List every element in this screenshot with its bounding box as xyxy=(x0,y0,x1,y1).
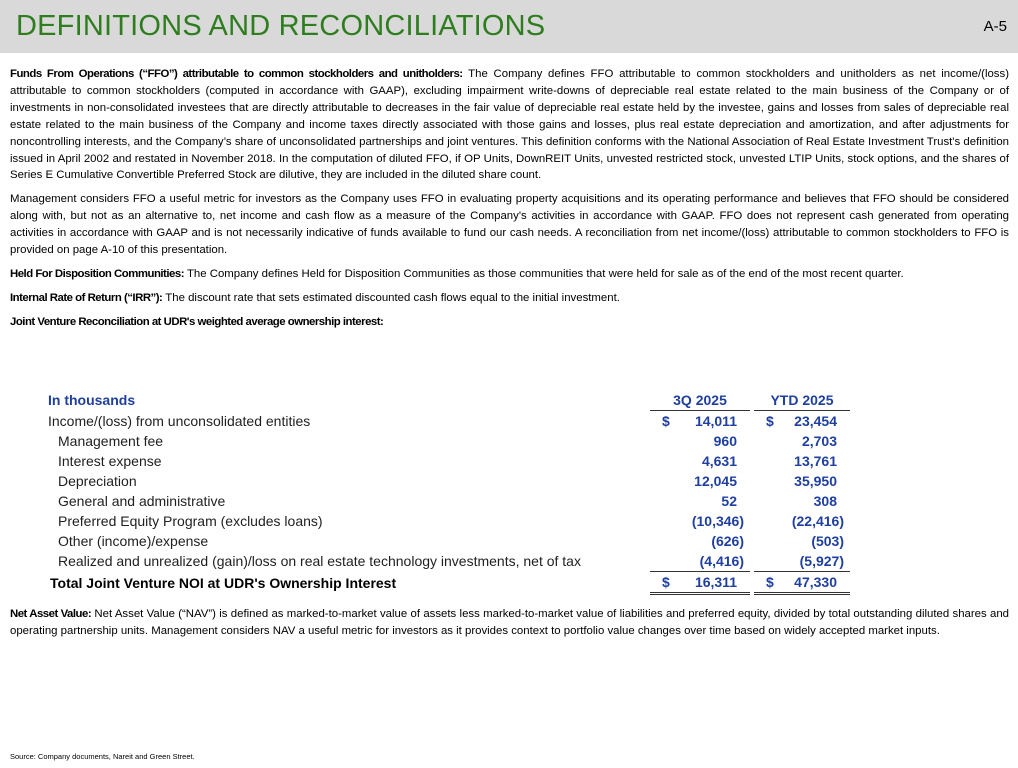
row-3q-value: (10,346) xyxy=(691,513,744,529)
row-3q-value: 960 xyxy=(713,433,737,449)
row-ytd-value: 2,703 xyxy=(801,433,837,449)
row-3q-value: 4,631 xyxy=(701,453,737,469)
table-total-row xyxy=(48,572,850,594)
total-ytd-value: 47,330 xyxy=(794,574,837,590)
nav-section xyxy=(10,606,1009,647)
row-label: Other (income)/expense xyxy=(58,533,209,549)
ffo-text: The Company defines FFO attributable to common stockholders and unitholders as net income/(loss) attributable to common stockholders (computed in accordance with GAAP), excluding impairment write-downs of depreciable real estate related to the main business of the Company or of investments in non-consolidated investees that are directly attributable to decreases in the fair value of depreciable real estate held by the investee, gains and losses from sales of depreciable real estate related to the main business of the Company and income taxes directly associated with those gains and losses, plus real estate depreciation and amortization, and after adjustments for noncontrolling interests, and the Company’s share of unconsolidated partnerships and joint ventures. This definition conforms with the National Association of Real Estate Investment Trust's definition issued in April 2002 and restated in November 2018. In the computation of diluted FFO, if OP Units, DownREIT Units, unvested restricted stock, unvested LTIP Units, stock options, and the shares of Series E Cumulative Convertible Preferred Stock are dilutive, they are included in the diluted share count. xyxy=(10,68,1009,182)
row-label: Management fee xyxy=(58,433,164,449)
row-label: Preferred Equity Program (excludes loans) xyxy=(58,513,323,529)
ffo-paragraph xyxy=(10,66,1009,184)
table-row xyxy=(48,471,850,491)
nav-paragraph xyxy=(10,606,1009,640)
held-text: The Company defines Held for Disposition Communities as those communities that were held for sale as of the end of the most recent quarter. xyxy=(183,267,904,280)
total-3q-value: 16,311 xyxy=(694,574,737,590)
row-label: Interest expense xyxy=(58,453,162,469)
jv-heading: Joint Venture Reconciliation at UDR's weighted average ownership interest: xyxy=(10,315,384,328)
row-label: Depreciation xyxy=(58,473,137,489)
table-row xyxy=(48,451,850,471)
column-header-ytd: YTD 2025 xyxy=(754,390,850,411)
page-title: DEFINITIONS AND RECONCILIATIONS xyxy=(16,10,546,42)
header-bar xyxy=(0,0,1018,53)
row-ytd-value: 35,950 xyxy=(794,473,837,489)
nav-term: Net Asset Value: xyxy=(10,608,92,620)
table-row xyxy=(48,431,850,451)
row-label: General and administrative xyxy=(58,493,226,509)
column-header-3q: 3Q 2025 xyxy=(650,390,750,411)
row-3q-value: 12,045 xyxy=(694,473,737,489)
nav-text: Net Asset Value (“NAV”) is defined as marked-to-market value of assets less marked-to-market value of liabilities and preferred equity, divided by total outstanding diluted shares and operating partnership units. Management considers NAV a useful metric for investors as it provides context to portfolio value changes over time based on widely accepted market inputs. xyxy=(10,608,1009,637)
row-ytd-value: 308 xyxy=(813,493,837,509)
currency-symbol: $ xyxy=(662,413,670,429)
row-ytd-value: (5,927) xyxy=(799,553,844,569)
row-3q-value: (626) xyxy=(711,533,744,549)
irr-text: The discount rate that sets estimated discounted cash flows equal to the initial investment. xyxy=(162,291,620,304)
held-paragraph xyxy=(10,266,1009,283)
source-note: Source: Company documents, Nareit and Green Street. xyxy=(10,752,195,761)
row-3q-value: (4,416) xyxy=(699,553,744,569)
page-number: A-5 xyxy=(983,18,1007,35)
currency-symbol: $ xyxy=(662,574,670,590)
row-ytd-value: (22,416) xyxy=(791,513,844,529)
row-3q-value: 52 xyxy=(721,493,737,509)
currency-symbol: $ xyxy=(766,413,774,429)
row-3q-value: 14,011 xyxy=(694,413,737,429)
held-term: Held For Disposition Communities: xyxy=(10,267,184,280)
total-label: Total Joint Venture NOI at UDR's Ownership Interest xyxy=(50,574,397,591)
ffo-management-paragraph: Management considers FFO a useful metric for investors as the Company uses FFO in evaluating property acquisitions and its operating performance and believes that FFO should be considered along with, but not as an alternative to, net income and cash flow as a measure of the Company's activities in accordance with GAAP. FFO does not represent cash generated from operating activities in accordance with GAAP and is not necessarily indicative of funds available to fund our cash needs. A reconciliation from net income/(loss) attributable to common stockholders to FFO is provided on page A-10 of this presentation. xyxy=(10,193,1009,257)
irr-term: Internal Rate of Return (“IRR”): xyxy=(10,291,163,304)
definitions-body xyxy=(10,66,1009,338)
table-row xyxy=(48,511,850,531)
table-header-row xyxy=(48,390,850,411)
irr-paragraph xyxy=(10,290,1009,307)
ffo-term: Funds From Operations (“FFO”) attributable to common stockholders and unitholders: xyxy=(10,68,463,80)
table-header-label: In thousands xyxy=(48,392,136,409)
row-ytd-value: 23,454 xyxy=(794,413,837,429)
row-label: Realized and unrealized (gain)/loss on real estate technology investments, net of tax xyxy=(58,553,581,570)
table-row xyxy=(48,491,850,511)
table-row xyxy=(48,411,850,432)
table-row xyxy=(48,531,850,551)
jv-reconciliation-table xyxy=(48,390,850,595)
table-row xyxy=(48,551,850,572)
row-ytd-value: (503) xyxy=(811,533,844,549)
row-label: Income/(loss) from unconsolidated entities xyxy=(48,412,311,429)
row-ytd-value: 13,761 xyxy=(794,453,837,469)
currency-symbol: $ xyxy=(766,574,774,590)
